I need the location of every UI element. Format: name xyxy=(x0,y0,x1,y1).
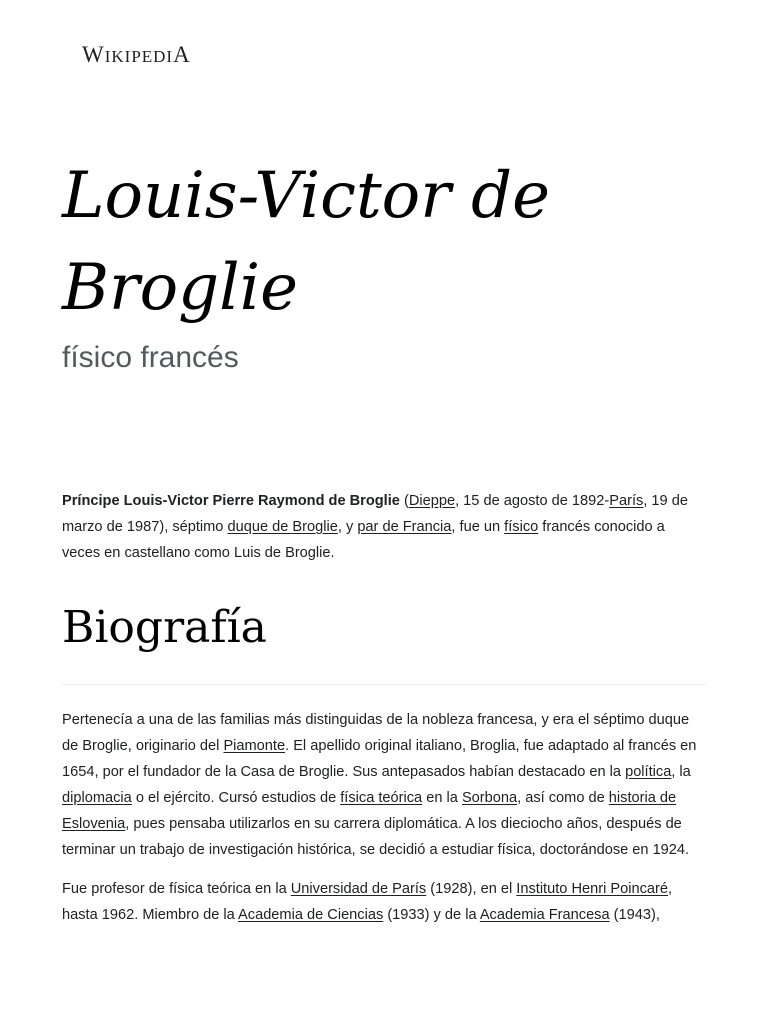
link-fisico[interactable]: físico xyxy=(504,519,539,535)
page-title-line1: Louis-Victor de xyxy=(62,159,550,233)
bio-text: , pues pensaba utilizarlos en su carrera diplomática. A los dieciocho años, después de terminar un trabajo de investigación histórica, se decidió a estudiar física, doctorándose en 1924. xyxy=(62,816,690,858)
intro-text: ( xyxy=(399,493,409,509)
bio-text: Pertenecía a una de las familias más distinguidas de la nobleza francesa, y era el séptimo duque de Broglie, originario del xyxy=(62,712,690,754)
biography-paragraph-2 xyxy=(62,876,706,928)
link-politica[interactable]: política xyxy=(625,764,672,780)
logo-letters: IKIPEDI xyxy=(104,47,174,66)
page-subtitle: físico francés xyxy=(62,341,239,374)
page-title-line2: Broglie xyxy=(62,251,298,325)
intro-paragraph xyxy=(62,488,706,566)
link-universidad-de-paris[interactable]: Universidad de París xyxy=(290,881,427,897)
link-paris[interactable]: París xyxy=(609,493,644,509)
bio-text: en la xyxy=(422,790,462,806)
section-divider xyxy=(62,684,706,685)
link-historia-de-eslovenia[interactable]: historia de Eslovenia xyxy=(62,790,677,832)
bio-text: , así como de xyxy=(517,790,609,806)
intro-text: , 19 de marzo de 1987), séptimo xyxy=(62,493,688,535)
link-academia-de-ciencias[interactable]: Academia de Ciencias xyxy=(238,907,384,923)
link-duque-de-broglie[interactable]: duque de Broglie xyxy=(227,519,338,535)
link-academia-francesa[interactable]: Academia Francesa xyxy=(479,907,610,923)
biography-paragraph-1 xyxy=(62,707,706,863)
link-instituto-henri-poincare[interactable]: Instituto Henri Poincaré xyxy=(516,881,668,897)
bio-text: , la xyxy=(671,764,691,780)
intro-text: , y xyxy=(337,519,358,535)
logo-letter-w: W xyxy=(82,42,105,67)
wikipedia-logo[interactable] xyxy=(82,42,191,68)
link-piamonte[interactable]: Piamonte xyxy=(223,738,286,754)
link-par-de-francia[interactable]: par de Francia xyxy=(357,519,452,535)
bio-text: (1933) y de la xyxy=(383,907,480,923)
intro-text: , 15 de agosto de 1892- xyxy=(455,493,610,509)
link-diplomacia[interactable]: diplomacia xyxy=(62,790,132,806)
intro-bold-name: Príncipe Louis-Victor Pierre Raymond de Broglie xyxy=(62,493,400,509)
bio-text: (1928), en el xyxy=(426,881,517,897)
intro-text: , fue un xyxy=(451,519,505,535)
section-heading-biografia: Biografía xyxy=(62,602,267,653)
bio-text: Fue profesor de física teórica en la xyxy=(62,881,291,897)
link-sorbona[interactable]: Sorbona xyxy=(461,790,518,806)
bio-text: , hasta 1962. Miembro de la xyxy=(62,881,673,923)
link-dieppe[interactable]: Dieppe xyxy=(408,493,456,509)
bio-text: . El apellido original italiano, Broglia, fue adaptado al francés en 1654, por el fundador de la Casa de Broglie. Sus antepasados habían destacado en la xyxy=(62,738,697,780)
intro-text: francés conocido a veces en castellano como Luis de Broglie. xyxy=(62,519,665,561)
bio-text: o el ejército. Cursó estudios de xyxy=(131,790,341,806)
page-title xyxy=(62,150,706,334)
logo-letter-a: A xyxy=(173,42,191,67)
link-fisica-teorica[interactable]: física teórica xyxy=(340,790,423,806)
bio-text: (1943), xyxy=(609,907,660,923)
